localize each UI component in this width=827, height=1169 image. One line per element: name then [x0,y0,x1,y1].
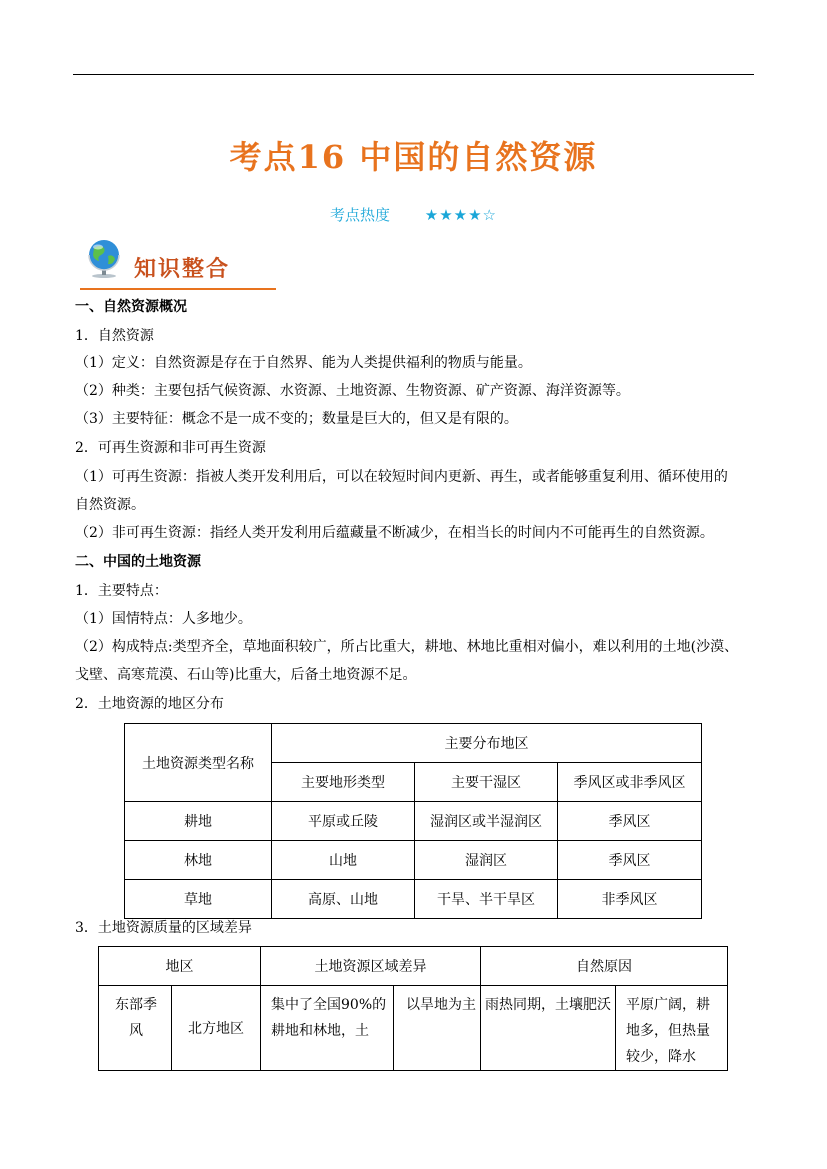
table-cell: 山地 [272,841,415,880]
table-row [125,880,702,919]
page-title: 考点16 中国的自然资源 [229,138,598,176]
paragraph: 1．自然资源 [75,328,154,344]
table-cell: 耕地 [125,802,272,841]
heat-label: 考点热度 [329,206,390,224]
table-cell: 集中了全国90%的耕地和林地，土 [261,986,394,1071]
table-cell: 季风区 [558,841,702,880]
paragraph: （2）种类：主要包括气候资源、水资源、土地资源、生物资源、矿产资源、海洋资源等。 [75,383,630,399]
table-row [125,841,702,880]
table-header: 土地资源区域差异 [261,947,481,986]
table-header: 季风区或非季风区 [558,763,702,802]
paragraph: （2）构成特点:类型齐全，草地面积较广，所占比重大，耕地、林地比重相对偏小，难以利用的土地(沙漠、 [75,639,739,655]
heading-land-resources: 二、中国的土地资源 [75,554,201,570]
table-cell: 以旱地为主 [394,986,481,1071]
section-label: 知识整合 [134,256,231,282]
paragraph: 1．主要特点： [75,583,168,599]
heat-stars: ★★★★☆ [424,206,498,224]
section-header [80,236,276,292]
table-header: 主要地形类型 [272,763,415,802]
paragraph: （1）定义：自然资源是存在于自然界、能为人类提供福利的物质与能量。 [75,355,532,371]
paragraph: 自然资源。 [75,497,145,513]
table-header: 土地资源类型名称 [125,724,272,802]
table-row [99,986,728,1071]
heading-natural-resources: 一、自然资源概况 [75,299,187,315]
paragraph: 3．土地资源质量的区域差异 [75,920,252,936]
table-cell: 季风区 [558,802,702,841]
table-cell: 草地 [125,880,272,919]
section-rule [80,288,276,290]
paragraph: （2）非可再生资源：指经人类开发利用后蕴藏量不断减少，在相当长的时间内不可能再生的自然资源。 [75,525,714,541]
table-cell: 湿润区 [415,841,558,880]
table-row [125,802,702,841]
table-cell: 湿润区或半湿润区 [415,802,558,841]
table-cell: 东部季风 [99,986,172,1071]
paragraph: （3）主要特征：概念不是一成不变的；数量是巨大的，但又是有限的。 [75,411,518,427]
table-cell: 高原、山地 [272,880,415,919]
land-quality-table [98,946,728,1071]
paragraph: （1）可再生资源：指被人类开发利用后，可以在较短时间内更新、再生，或者能够重复利用、循环使用的 [75,469,728,485]
paragraph: 2．可再生资源和非可再生资源 [75,440,266,456]
table-cell: 干旱、半干旱区 [415,880,558,919]
paragraph: 2．土地资源的地区分布 [75,696,224,712]
land-distribution-table [124,723,702,919]
header-rule [73,74,754,75]
table-header: 地区 [99,947,261,986]
globe-icon [84,238,124,278]
table-header: 主要分布地区 [272,724,702,763]
table-cell: 雨热同期，土壤肥沃 [481,986,616,1071]
table-cell: 平原广阔，耕地多，但热量较少，降水 [616,986,728,1071]
table-cell: 平原或丘陵 [272,802,415,841]
heat-rating [0,204,827,225]
table-header: 主要干湿区 [415,763,558,802]
table-cell: 北方地区 [172,986,261,1071]
paragraph: （1）国情特点：人多地少。 [75,611,252,627]
table-cell: 非季风区 [558,880,702,919]
paragraph: 戈壁、高寒荒漠、石山等)比重大，后备土地资源不足。 [75,667,417,683]
table-cell: 林地 [125,841,272,880]
table-header: 自然原因 [481,947,728,986]
